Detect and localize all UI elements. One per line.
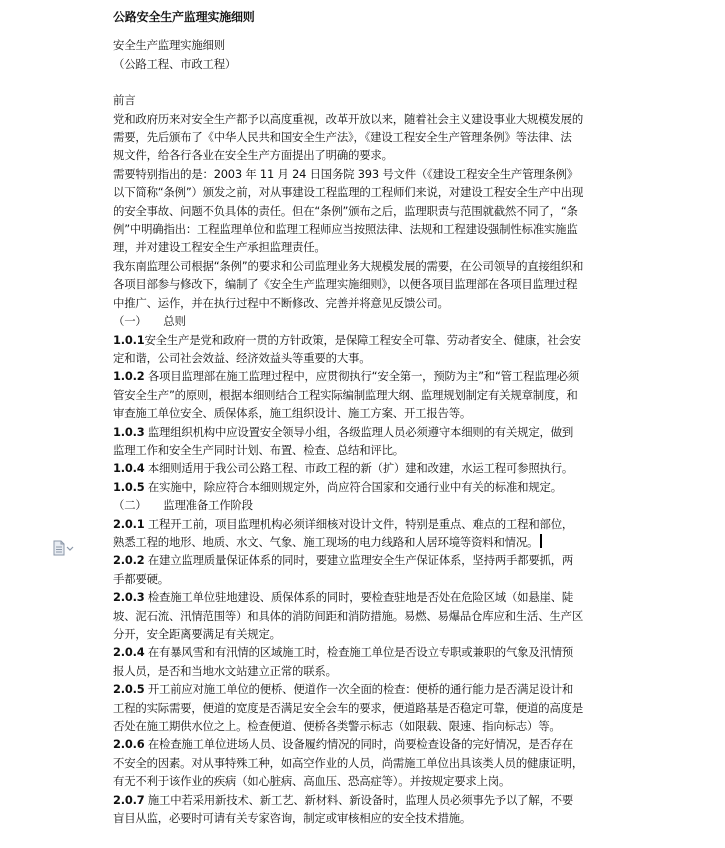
clause-2-0-7 [113,791,613,828]
text-line: 党和政府历来对安全生产都予以高度重视，改革开放以来，随着社会主义建设事业大规模发展的 [113,111,584,126]
text-line: 工程开工前，项目监理机构必须详细核对设计文件，特别是重点、难点的工程和部位， [144,516,574,531]
text-line: 我东南监理公司根据“条例”的要求和公司监理业务大规模发展的需要，在公司领导的直接组织和 [113,258,584,273]
text-line: 报人员，是否和当地水文站建立正常的联系。 [113,663,337,678]
clause-2-0-1 [113,515,613,552]
text-line: 开工前应对施工单位的便桥、便道作一次全面的检查：便桥的通行能力是否满足设计和 [144,682,574,697]
clause-number: 1.0.3 [113,424,145,439]
clause-number: 2.0.1 [113,516,145,531]
text-line: 定和谐，公司社会效益、经济效益头等重要的大事。 [113,350,371,365]
clause-1-0-2 [113,367,613,422]
text-line: 不安全的因素。对从事特殊工种，如高空作业的人员，尚需施工单位出具该类人员的健康证明， [113,755,584,770]
clause-number: 2.0.7 [113,792,145,807]
document-page-icon[interactable] [52,540,74,556]
text-line: 的安全事故、问题不负具体的责任。但在“条例”颁布之后，监理职责与范围就截然不同了，“条 [113,203,578,218]
text-line: 在实施中，除应符合本细则规定外，尚应符合国家和交通行业中有关的标准和规定。 [144,479,562,494]
section-heading-preparation: （二） 监理准备工作阶段 [113,498,253,513]
preface-text [113,110,613,312]
text-line: 规文件，给各行各业在安全生产方面提出了明确的要求。 [113,148,393,163]
text-line: 理，并对建设工程安全生产承担监理责任。 [113,240,326,255]
text-line: 在建立监理质量保证体系的同时，要建立监理安全生产保证体系，坚持两手都要抓，两 [144,553,574,568]
text-line: 有无不利于该作业的疾病（如心脏病、高血压、恐高症等）。并按规定要求上岗。 [113,774,511,789]
document-body[interactable] [113,8,613,827]
clause-number: 2.0.6 [113,737,145,752]
text-line: 否处在施工期供水位之上。检查便道、便桥各类警示标志（如限载、限速、指向标志）等。 [113,719,561,734]
text-line: 以下简称“条例”）颁发之前，对从事建设工程监理的工程师们来说，对建设工程安全生产中出现 [113,185,584,200]
clause-2-0-5 [113,680,613,735]
text-line: 在检查施工单位进场人员、设备履约情况的同时，尚要检查设备的完好情况，是否存在 [144,737,574,752]
clause-number: 1.0.5 [113,479,145,494]
clause-number: 2.0.5 [113,682,145,697]
text-line: 监理组织机构中应设置安全领导小组，各级监理人员必须遵守本细则的有关规定，做到 [144,424,574,439]
text-line: 施工中若采用新技术、新工艺、新材料、新设备时，监理人员必须事先予以了解，不要 [144,792,574,807]
text-cursor [540,534,542,548]
clause-1-0-3 [113,423,613,460]
clause-number: 2.0.4 [113,645,145,660]
text-line: 需要，先后颁布了《中华人民共和国安全生产法》，《建设工程安全生产管理条例》等法律、法 [113,130,572,145]
clause-1-0-5 [113,478,613,496]
text-line: 例”中明确指出：工程监理单位和监理工程师应当按照法律、法规和工程建设强制性标准实施监 [113,222,578,237]
clause-1-0-1 [113,331,613,368]
text-line: 熟悉工程的地形、地质、水文、气象、施工现场的电力线路和人居环境等资料和情况。 [113,534,539,549]
clause-number: 2.0.2 [113,553,145,568]
text-line: 本细则适用于我公司公路工程、市政工程的新（扩）建和改建，水运工程可参照执行。 [144,461,574,476]
text-line: 工程的实际需要，便道的宽度是否满足安全会车的要求，便道路基是否稳定可靠，便道的高度是 [113,700,584,715]
clause-number: 1.0.1 [113,332,145,347]
doc-subtitle-scope: （公路工程、市政工程） [113,56,237,71]
text-line: 各项目部参与修改下，编制了《安全生产监理实施细则》，以便各项目监理部在各项目监理过程 [113,277,578,292]
doc-subtitle: 安全生产监理实施细则 [113,38,225,53]
text-line: 审查施工单位安全、质保体系，施工组织设计、施工方案、开工报告等。 [113,406,472,421]
clause-number: 2.0.3 [113,590,145,605]
clause-number: 1.0.4 [113,461,145,476]
document-title: 公路安全生产监理实施细则 [113,10,255,24]
preface-heading: 前言 [113,93,136,108]
clause-2-0-2 [113,551,613,588]
text-line: 检查施工单位驻地建设、质保体系的同时，要检查驻地是否处在危险区域（如悬崖、陡 [144,590,574,605]
text-line: 安全生产是党和政府一贯的方针政策，是保障工程安全可靠、劳动者安全、健康，社会安 [144,332,581,347]
clause-number: 1.0.2 [113,369,145,384]
text-line: 手都要硬。 [113,571,169,586]
text-line: 各项目监理部在施工监理过程中，应贯彻执行“安全第一，预防为主”和“管工程监理必须 [144,369,580,384]
clause-2-0-6 [113,735,613,790]
text-line: 中推广、运作，并在执行过程中不断修改、完善并将意见反馈公司。 [113,295,449,310]
text-line: 需要特别指出的是：2003 年 11 月 24 日国务院 393 号文件（《建设工程安全生产管理条例》 [113,166,579,181]
text-line: 监理工作和安全生产同时计划、布置、检查、总结和评比。 [113,442,404,457]
text-line: 在有暴风雪和有汛情的区域施工时，检查施工单位是否设立专职或兼职的气象及汛情预 [144,645,574,660]
section-heading-general: （一） 总则 [113,314,186,329]
clause-2-0-3 [113,588,613,643]
clause-2-0-4 [113,643,613,680]
clause-1-0-4 [113,459,613,477]
text-line: 分开，安全距离要满足有关规定。 [113,627,281,641]
text-line: 管安全生产”的原则，根据本细则结合工程实际编制监理大纲、监理规划制定有关规章制度，和 [113,387,578,402]
text-line: 坡、泥石流、汛情范围等）和具体的消防间距和消防措施。易燃、易爆品仓库应和生活、生产区 [113,608,584,623]
text-line: 盲目从监，必要时可请有关专家咨询，制定或审核相应的安全技术措施。 [113,811,472,826]
